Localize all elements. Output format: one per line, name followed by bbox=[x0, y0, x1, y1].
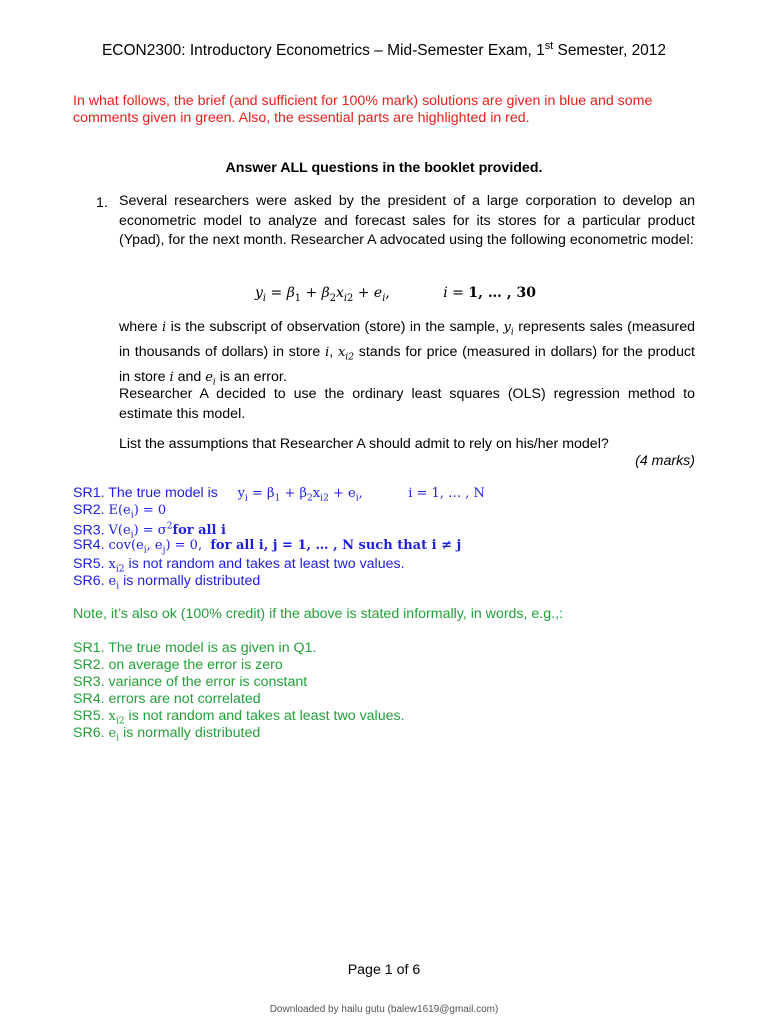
green-answer: SR1. The true model is as given in Q1. bbox=[73, 640, 317, 656]
ols-paragraph: Researcher A decided to use the ordinary least squares (OLS) regression method to estimate this model. bbox=[119, 386, 695, 422]
instruction: Answer ALL questions in the booklet provided. bbox=[225, 160, 543, 176]
question-number: 1. bbox=[96, 195, 108, 211]
green-answer: SR3. variance of the error is constant bbox=[73, 674, 308, 690]
answer-sr5: SR5. $x_{i2}$ is not random and takes at least two values. bbox=[73, 556, 405, 575]
answer-sr4: SR4. $cov(e_i$, $e_j) = 0$, for all i, j = 1, … , N such that i ≠ j bbox=[73, 537, 462, 556]
model-equation: $y_i = \beta_1 + \beta_2x_{i2} + e_i$, i = 1, … , 30 bbox=[255, 285, 536, 304]
marks-label: (4 marks) bbox=[635, 453, 695, 469]
answer-sr1: SR1. The true model is $y_i = \beta_1 + \beta_2x_{i2} + e_i$, i = 1, … , N bbox=[73, 485, 485, 504]
answer-sr6: SR6. $e_i$ is normally distributed bbox=[73, 573, 261, 592]
green-answer-sr6: SR6. $e_i$ is normally distributed bbox=[73, 725, 261, 744]
question-prompt: List the assumptions that Researcher A should admit to rely on his/her model? bbox=[119, 436, 609, 452]
intro-note: In what follows, the brief (and sufficient for 100% mark) solutions are given in blue and some comments given in green. Also, the essential parts are highlighted in red. bbox=[73, 93, 653, 126]
green-answer-sr5: SR5. $x_{i2}$ is not random and takes at least two values. bbox=[73, 708, 405, 727]
download-credit: Downloaded by hailu gutu (balew1619@gmail.com) bbox=[269, 1004, 499, 1015]
page-header: ECON2300: Introductory Econometrics – Mid-Semester Exam, 1st Semester, 2012 bbox=[101, 40, 667, 60]
page-number: Page 1 of 6 bbox=[347, 962, 421, 978]
green-answer: SR2. on average the error is zero bbox=[73, 657, 283, 673]
informal-note: Note, it’s also ok (100% credit) if the above is stated informally, in words, e.g.,: bbox=[73, 606, 563, 622]
answer-sr2: SR2. $E(e_i) = 0$ bbox=[73, 502, 167, 521]
answer-sr3: SR3. $V(e_i) = \sigma^2for$ all i bbox=[73, 522, 226, 541]
question-text: Several researchers were asked by the president of a large corporation to develop an econometric model to analyze and forecast sales for its stores for a particular product (Ypad), for the next month. Researcher A advocated using the following econometric model: bbox=[119, 193, 695, 248]
green-answer: SR4. errors are not correlated bbox=[73, 691, 261, 707]
variable-definitions: where i is the subscript of observation (store) in the sample, $y_i$ represents sales (measured in thousands of dollars) in store i, $x_{i2}$ stands for price (measured in dollars) for the product in store i and $e_i$ is an error. bbox=[119, 319, 695, 388]
